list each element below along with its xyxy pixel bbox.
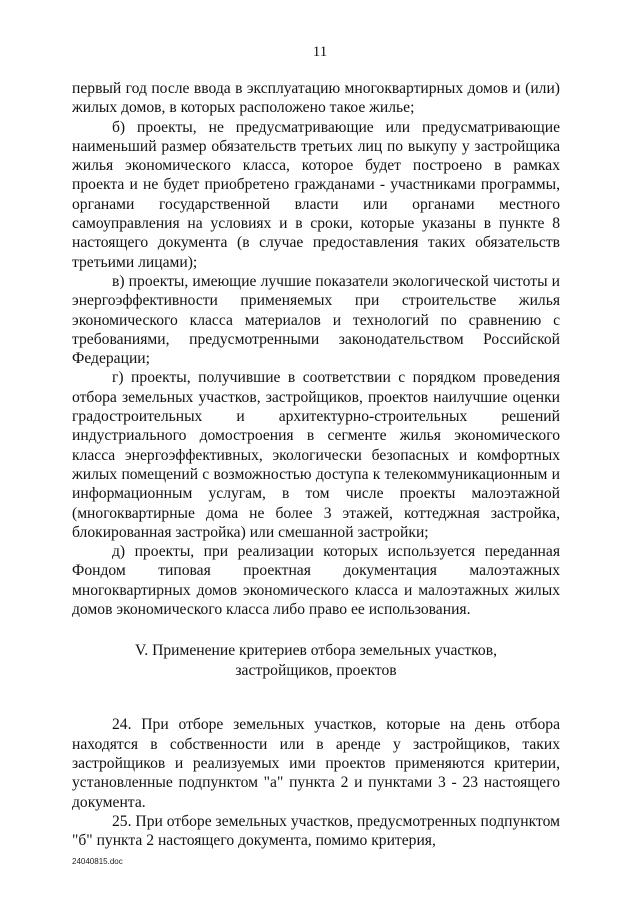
paragraph-subitem-v: в) проекты, имеющие лучшие показатели экологической чистоты и энергоэффективности применяемых при строительстве жилья экономического класса материалов и технологий по сравнению с требованиями, предусмотренными законодательством Российской Федерации; xyxy=(72,272,560,368)
paragraph-subitem-g: г) проекты, получившие в соответствии с порядком проведения отбора земельных участков, застройщиков, проектов наилучшие оценки градостроительных и архитектурно-строительных решений индустриального домостроения в сегменте жилья экономического класса энергоэффективных, экологически безопасных и комфортных жилых помещений с возможностью доступа к телекоммуникационным и информационным услугам, в том числе проекты малоэтажной (многоквартирные дома не более 3 этажей, коттеджная застройка, блокированная застройка) или смешанной застройки; xyxy=(72,369,560,541)
footer-file-reference: 24040815.doc xyxy=(72,857,123,866)
document-body xyxy=(72,79,560,850)
section-heading-line-2: застройщиков, проектов xyxy=(235,662,397,680)
paragraph-continuation: первый год после ввода в эксплуатацию многоквартирных домов и (или) жилых домов, в которых расположено такое жилье; xyxy=(72,80,560,117)
section-heading-line-1: V. Применение критериев отбора земельных участков, xyxy=(135,642,497,660)
page-number: 11 xyxy=(312,44,328,60)
paragraph-item-24: 24. При отборе земельных участков, которые на день отбора находятся в собственности или в аренде у застройщиков, таких застройщиков и реализуемых ими проектов применяются критерии, установленные подпунктом "а" пункта 2 и пунктами 3 - 23 настоящего документа. xyxy=(72,716,560,811)
paragraph-subitem-d: д) проекты, при реализации которых используется переданная Фондом типовая проектная документация малоэтажных многоквартирных домов экономического класса и малоэтажных жилых домов экономического класса либо право ее использования. xyxy=(72,543,560,619)
paragraph-item-25: 25. При отборе земельных участков, предусмотренных подпунктом "б" пункта 2 настоящего документа, помимо критерия, xyxy=(72,812,560,850)
paragraph-subitem-b: б) проекты, не предусматривающие или предусматривающие наименьший размер обязательств третьих лиц по выкупу у застройщика жилья экономического класса, которое будет построено в рамках проекта и не будет приобретено гражданами - участниками программы, органами государственной власти или органами местного самоуправления на условиях и в сроки, которые указаны в пункте 8 настоящего документа (в случае предоставления таких обязательств третьими лицами); xyxy=(72,118,560,271)
section-heading xyxy=(72,641,560,681)
